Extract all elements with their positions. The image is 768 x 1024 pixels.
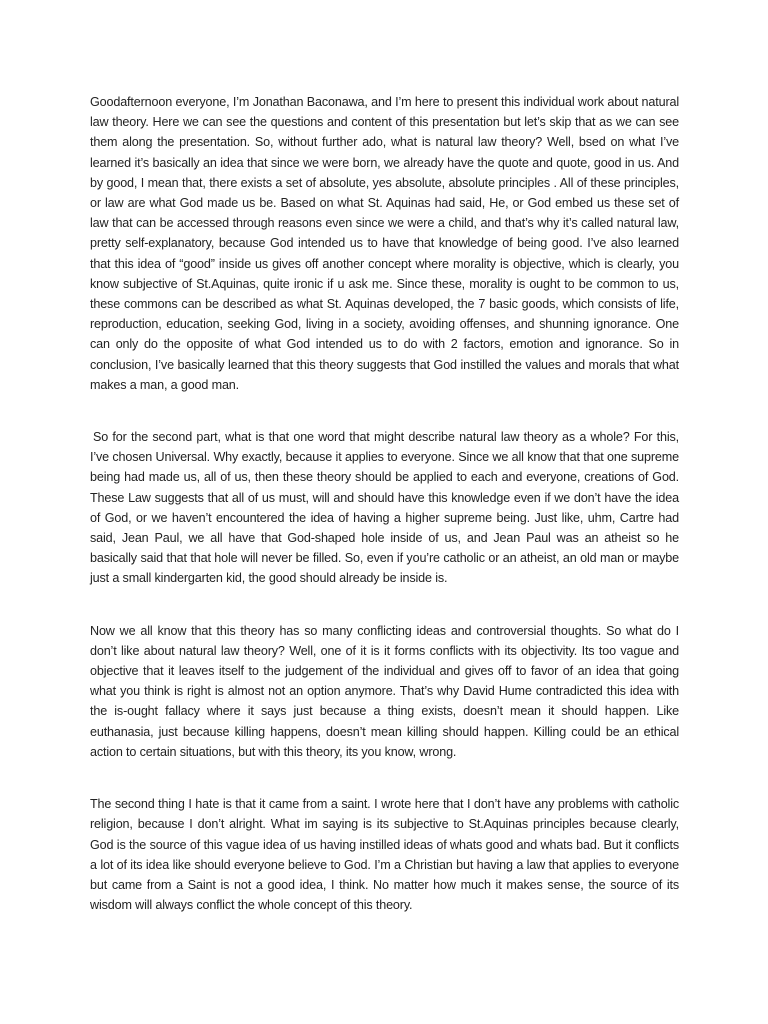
document-page xyxy=(90,92,679,915)
paragraph-objectivity-conflict: Now we all know that this theory has so many conflicting ideas and controversial thoughts. So what do I don’t like about natural law theory? Well, one of it is it forms conflicts with its objectivity. Its too vague and objective that it leaves itself to the judgement of the individual and gives off to favor of an idea that going what you think is right is almost not an option anymore. That’s why David Hume contradicted this idea with the is-ought fallacy where it says just because a thing exists, doesn’t mean it should happen. Like euthanasia, just because killing happens, doesn’t mean killing should happen. Killing could be an ethical action to certain situations, but with this theory, its you know, wrong. xyxy=(90,623,679,759)
paragraph-saint-origin: The second thing I hate is that it came from a saint. I wrote here that I don’t have any problems with catholic religion, because I don’t alright. What im saying is its subjective to St.Aquinas principles because clearly, God is the source of this vague idea of us having instilled ideas of whats good and whats bad. But it conflicts a lot of its idea like should everyone believe to God. I’m a Christian but having a law that applies to everyone but came from a Saint is not a good idea, I think. No matter how much it makes sense, the source of its wisdom will always conflict the whole concept of this theory. xyxy=(90,797,679,913)
paragraph-universal: So for the second part, what is that one word that might describe natural law theory as a whole? For this, I’ve chosen Universal. Why exactly, because it applies to everyone. Since we all know that that one supreme being had made us, all of us, then these theory should be applied to each and everyone, creations of God. These Law suggests that all of us must, will and should have this knowledge even if we don’t have the idea of God, or we haven’t encountered the idea of having a higher supreme being. Just like, uhm, Cartre had said, Jean Paul, we all have that God-shaped hole inside of us, and Jean Paul was an atheist so he basically said that that hole will never be filled. So, even if you’re catholic or an atheist, an old man or maybe just a small kindergarten kid, the good should already be inside is. xyxy=(90,430,679,586)
paragraph-intro: Goodafternoon everyone, I’m Jonathan Baconawa, and I’m here to present this individual work about natural law theory. Here we can see the questions and content of this presentation but let’s skip that as we can see them along the presentation. So, without further ado, what is natural law theory? Well, bsed on what I’ve learned it’s basically an idea that since we were born, we already have the quote and quote, good in us. And by good, I mean that, there exists a set of absolute, yes absolute, absolute principles . All of these principles, or law are what God made us be. Based on what St. Aquinas had said, He, or God embed us these set of law that can be accessed through reasons even since we were a child, and that’s why it’s called natural law, pretty self-explanatory, because God intended us to have that knowledge of being good. I’ve also learned that this idea of “good” inside us gives off another concept where morality is objective, which is clearly, you know subjective of St.Aquinas, quite ironic if u ask me. Since these, morality is ought to be common to us, these commons can be described as what St. Aquinas developed, the 7 basic goods, which consists of life, reproduction, education, seeking God, living in a society, avoiding offenses, and shunning ignorance. One can only do the opposite of what God intended us to do with 2 factors, emotion and ignorance. So in conclusion, I’ve basically learned that this theory suggests that God instilled the values and morals that what makes a man, a good man. xyxy=(90,95,679,392)
